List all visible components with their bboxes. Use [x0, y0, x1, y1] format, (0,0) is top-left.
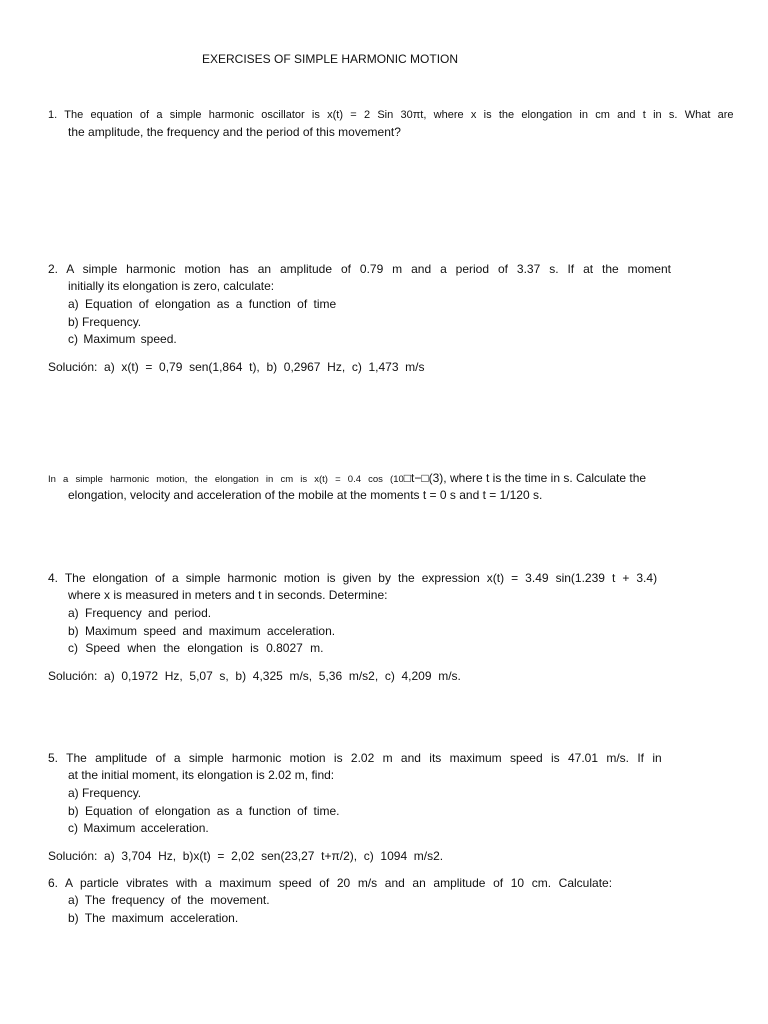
exercise-4-number: 4. [48, 571, 59, 585]
exercise-4-item-a: a) Frequency and period. [68, 606, 212, 620]
exercise-3-text-rest: (3), where t is the time in s. Calculate the [428, 471, 647, 485]
exercise-1-line-2: the amplitude, the frequency and the period of this movement? [68, 125, 401, 139]
exercise-3-line-1 [48, 470, 646, 488]
exercise-1-text-1: The equation of a simple harmonic oscillator is x(t) = 2 Sin 30πt, where x is the elongation in cm and t in s. What are [64, 109, 734, 121]
exercise-6-item-a: a) The frequency of the movement. [68, 893, 270, 907]
exercise-4-item-c: c) Speed when the elongation is 0.8027 m. [68, 641, 324, 655]
exercise-2-item-a: a) Equation of elongation as a function of time [68, 297, 337, 311]
exercise-6-number: 6. [48, 876, 59, 890]
exercise-6-line-1 [48, 875, 612, 891]
exercise-5-item-a: a) Frequency. [68, 786, 142, 800]
exercise-1-number: 1. [48, 109, 58, 121]
exercise-4-line-1 [48, 570, 657, 586]
exercise-5-line-1 [48, 750, 662, 766]
exercise-2-item-b: b) Frequency. [68, 315, 142, 329]
exercise-3-glyphs: □t−□ [403, 471, 429, 485]
exercise-1-line-1 [48, 107, 734, 123]
exercise-4-line-2: where x is measured in meters and t in seconds. Determine: [68, 588, 388, 602]
exercise-3-line-2: elongation, velocity and acceleration of the mobile at the moments t = 0 s and t = 1/120 s. [68, 488, 543, 502]
page-title: EXERCISES OF SIMPLE HARMONIC MOTION [202, 52, 459, 66]
exercise-5-solution: Solución: a) 3,704 Hz, b)x(t) = 2,02 sen(23,27 t+π/2), c) 1094 m/s2. [48, 849, 444, 863]
exercise-5-text-1: The amplitude of a simple harmonic motion is 2.02 m and its maximum speed is 47.01 m/s. If in [66, 751, 662, 765]
exercise-2-text-1: A simple harmonic motion has an amplitude of 0.79 m and a period of 3.37 s. If at the moment [66, 262, 671, 276]
exercise-5-number: 5. [48, 751, 59, 765]
exercise-2-line-1 [48, 261, 671, 277]
exercise-3-text-small: In a simple harmonic motion, the elongation in cm is x(t) = 0.4 cos (10 [48, 474, 404, 485]
exercise-4-text-1: The elongation of a simple harmonic motion is given by the expression x(t) = 3.49 sin(1.239 t + 3.4) [64, 571, 658, 585]
exercise-2-item-c: c) Maximum speed. [68, 332, 177, 346]
exercise-2-solution: Solución: a) x(t) = 0,79 sen(1,864 t), b) 0,2967 Hz, c) 1,473 m/s [48, 360, 425, 374]
exercise-6-item-b: b) The maximum acceleration. [68, 911, 239, 925]
exercise-6-text-1: A particle vibrates with a maximum speed of 20 m/s and an amplitude of 10 cm. Calculate: [65, 876, 613, 890]
exercise-2-line-2: initially its elongation is zero, calculate: [68, 279, 275, 293]
exercise-5-item-b: b) Equation of elongation as a function of time. [68, 804, 340, 818]
exercise-5-item-c: c) Maximum acceleration. [68, 821, 209, 835]
exercise-4-solution: Solución: a) 0,1972 Hz, 5,07 s, b) 4,325 m/s, 5,36 m/s2, c) 4,209 m/s. [48, 669, 461, 683]
exercise-5-line-2: at the initial moment, its elongation is 2.02 m, find: [68, 768, 335, 782]
exercise-2-number: 2. [48, 262, 59, 276]
exercise-4-item-b: b) Maximum speed and maximum acceleration. [68, 624, 336, 638]
